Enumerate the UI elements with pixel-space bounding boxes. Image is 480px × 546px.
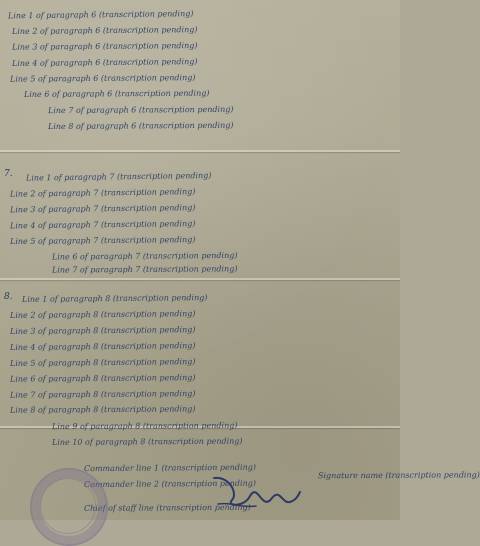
- handwritten-line: Line 6 of paragraph 7 (transcription pending): [51, 250, 238, 262]
- handwritten-line: Line 2 of paragraph 7 (transcription pending): [9, 187, 196, 199]
- paper-fold: [0, 278, 400, 280]
- handwritten-line: Line 7 of paragraph 8 (transcription pending): [9, 389, 196, 400]
- handwritten-line: Line 7 of paragraph 6 (transcription pending): [47, 104, 234, 116]
- handwritten-line: Line 3 of paragraph 6 (transcription pending): [11, 41, 198, 52]
- handwritten-line: Line 1 of paragraph 6 (transcription pending): [7, 9, 194, 21]
- commander-line: Commander line 2 (transcription pending): [83, 478, 257, 490]
- handwritten-line: Line 4 of paragraph 6 (transcription pending): [11, 57, 198, 68]
- handwritten-line: Line 3 of paragraph 7 (transcription pending): [9, 203, 196, 215]
- paper-fold: [0, 150, 400, 152]
- handwritten-line: Line 1 of paragraph 7 (transcription pending): [25, 170, 212, 183]
- handwritten-line: Line 5 of paragraph 8 (transcription pending): [9, 357, 196, 368]
- handwritten-line: Line 4 of paragraph 8 (transcription pending): [9, 341, 196, 352]
- handwritten-line: Line 1 of paragraph 8 (transcription pending): [21, 292, 208, 304]
- handwritten-line: Line 3 of paragraph 8 (transcription pending): [9, 325, 196, 336]
- handwritten-line: Line 9 of paragraph 8 (transcription pending): [51, 420, 238, 432]
- handwritten-line: Line 2 of paragraph 8 (transcription pending): [9, 309, 196, 320]
- handwritten-line: Line 7 of paragraph 7 (transcription pending): [51, 264, 238, 275]
- stamp-ring: [40, 478, 96, 534]
- handwritten-line: Line 6 of paragraph 6 (transcription pending): [23, 88, 210, 99]
- handwritten-line: Line 5 of paragraph 6 (transcription pending): [9, 73, 196, 84]
- paragraph-number: 8.: [4, 292, 13, 302]
- commander-line: Commander line 1 (transcription pending): [83, 462, 257, 474]
- stamp: [30, 468, 108, 546]
- handwritten-line: Line 6 of paragraph 8 (transcription pending): [9, 373, 196, 384]
- chief-of-staff-line: Chief of staff line (transcription pending): [83, 502, 251, 513]
- signature-name: Signature name (transcription pending): [317, 470, 480, 481]
- handwritten-line: Line 2 of paragraph 6 (transcription pending): [11, 25, 198, 36]
- handwritten-line: Line 8 of paragraph 8 (transcription pending): [9, 404, 196, 415]
- handwritten-line: Line 4 of paragraph 7 (transcription pending): [9, 219, 196, 231]
- handwritten-line: Line 5 of paragraph 7 (transcription pending): [9, 235, 196, 246]
- handwritten-line: Line 10 of paragraph 8 (transcription pending): [51, 436, 243, 447]
- signature: [210, 468, 302, 516]
- handwritten-line: Line 8 of paragraph 6 (transcription pending): [47, 120, 234, 132]
- paragraph-number: 7.: [4, 169, 13, 179]
